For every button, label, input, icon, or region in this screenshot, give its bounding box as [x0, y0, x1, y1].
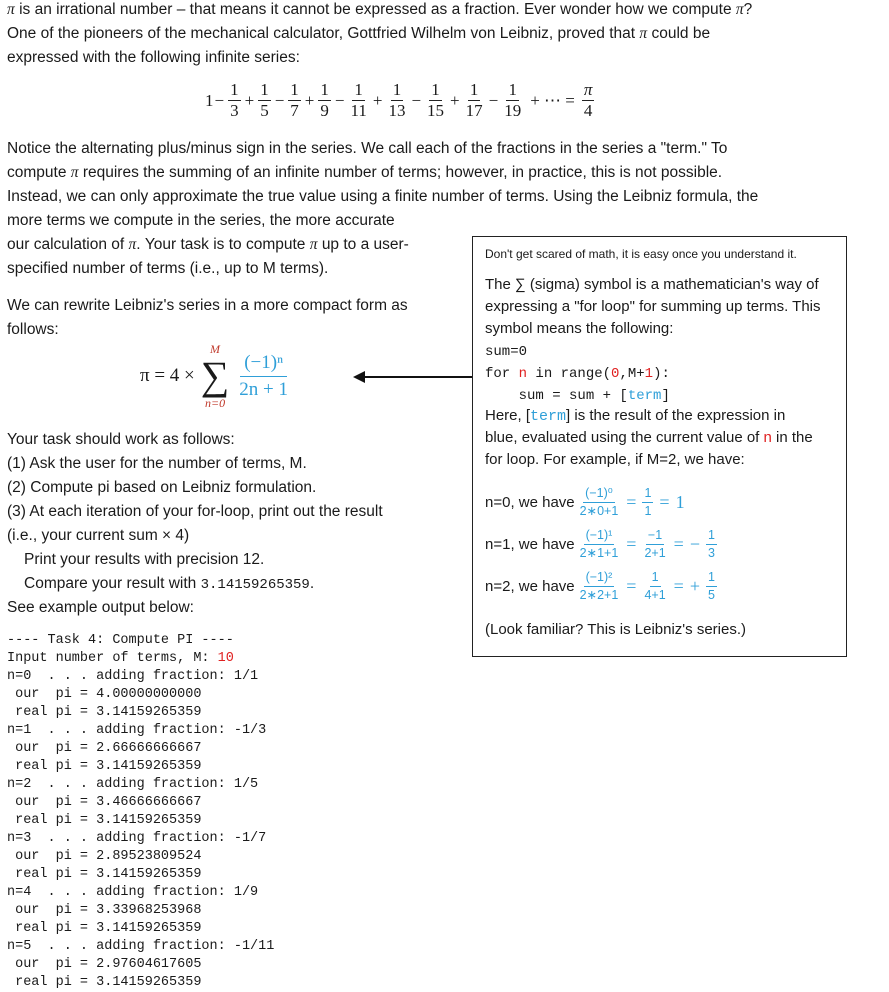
example-result: 1 [675, 492, 685, 512]
term-denominator: 2n + 1 [239, 378, 289, 400]
frac-num: −1 [646, 527, 664, 545]
pi-symbol: π [70, 164, 79, 181]
frac-den: 1 [644, 504, 652, 518]
code-term: term [627, 388, 662, 404]
series-term [348, 80, 368, 121]
example-frac [642, 527, 667, 562]
example-sign: − [689, 534, 700, 554]
intro-text: ? [743, 1, 753, 18]
frac-den: 4+1 [644, 588, 666, 602]
box-p3: symbol means the following: [485, 320, 674, 337]
var-n: n [763, 429, 772, 446]
pi-symbol: π [735, 1, 744, 18]
series-term [258, 80, 271, 121]
series-term [502, 80, 523, 121]
frac-num: (−1)⁰ [583, 485, 615, 503]
task-text: . [309, 575, 315, 592]
series-term [386, 80, 407, 121]
term-denominator: 11 [350, 101, 367, 120]
equals-sign: = [659, 492, 670, 512]
output-line: real pi = 3.14159265359 [7, 813, 202, 828]
box-here-2 [485, 427, 813, 449]
term-denominator: 5 [260, 101, 269, 120]
example-label: n=2, we have [485, 578, 575, 595]
task-line-6: Print your results with precision 12. [24, 551, 265, 568]
series-operator: − [411, 90, 422, 110]
output-line: real pi = 3.14159265359 [7, 921, 202, 936]
code-text: ,M+ [619, 366, 645, 382]
code-var-n: n [518, 366, 528, 382]
example-label: n=0, we have [485, 494, 575, 511]
series-tail: + ⋯ = [530, 90, 575, 110]
term-denominator: 13 [388, 101, 406, 120]
example-frac [578, 485, 621, 520]
notice-line-2 [7, 161, 722, 185]
intro-line-2 [7, 22, 710, 46]
box-p1: The ∑ (sigma) symbol is a mathematician's way of [485, 276, 819, 293]
series-operator: − [274, 90, 285, 110]
equals-sign: = [626, 492, 637, 512]
task-line-4: (3) At each iteration of your for-loop, print out the result [7, 503, 383, 520]
box-text: in the [776, 429, 813, 446]
pi-symbol: π [7, 1, 15, 18]
box-text: Here, [ [485, 407, 531, 424]
output-lines [7, 668, 274, 992]
box-p2: expressing a "for loop" for summing up terms. This [485, 298, 821, 315]
series-operator: − [488, 90, 499, 110]
output-line: n=3 . . . adding fraction: -1/7 [7, 831, 267, 846]
term-numerator: 1 [508, 80, 517, 99]
series-term [318, 80, 331, 121]
term-denominator: 9 [320, 101, 329, 120]
series-term [464, 80, 485, 121]
notice-line-5 [7, 233, 409, 257]
formula-term [235, 350, 292, 403]
series-lead: 1 [205, 90, 214, 110]
pi-symbol: π [128, 236, 137, 253]
term-numerator: 1 [290, 80, 299, 99]
output-line: our pi = 2.89523809524 [7, 849, 202, 864]
task-line-2: (1) Ask the user for the number of terms, M. [7, 455, 307, 472]
box-code-2 [485, 363, 670, 385]
box-here-3: for loop. For example, if M=2, we have: [485, 451, 745, 468]
output-line: our pi = 3.33968253968 [7, 903, 202, 918]
frac-den: 2∗2+1 [579, 588, 619, 602]
task-text: Compare your result with [24, 575, 197, 592]
notice-text: requires the summing of an infinite number of terms; however, in practice, this is not possible. [82, 164, 723, 181]
example-sign: + [689, 576, 700, 596]
series-terms [214, 80, 527, 121]
frac-num: 1 [650, 569, 661, 587]
real-pi-value: 3.14159265359 [200, 577, 310, 593]
output-line: our pi = 2.66666666667 [7, 741, 202, 756]
box-here-1 [485, 405, 785, 428]
term-numerator: 1 [354, 80, 363, 99]
example-frac [578, 527, 621, 562]
equals-sign: = [626, 534, 637, 554]
term-numerator: 1 [431, 80, 440, 99]
notice-line-4: more terms we compute in the series, the more accurate [7, 212, 395, 229]
example-frac [706, 527, 717, 562]
term-numerator: 1 [469, 80, 479, 99]
notice-text: compute [7, 164, 67, 181]
intro-text: is an irrational number – that means it cannot be expressed as a fraction. Ever wonder how we compute [19, 1, 732, 18]
example-frac [642, 569, 667, 604]
output-line: our pi = 4.00000000000 [7, 687, 202, 702]
example-frac [706, 569, 717, 604]
example-frac [578, 569, 621, 604]
term-numerator: (−1)ⁿ [240, 350, 287, 377]
output-line: our pi = 3.46666666667 [7, 795, 202, 810]
task-line-7 [24, 572, 314, 597]
box-footer: (Look familiar? This is Leibniz's series.) [485, 621, 747, 638]
output-line: our pi = 2.97604617605 [7, 957, 202, 972]
intro-text: One of the pioneers of the mechanical calculator, Gottfried Wilhelm von Leibniz, proved that [7, 25, 636, 42]
frac-den: 2∗0+1 [579, 504, 619, 518]
term-numerator: 1 [320, 80, 329, 99]
output-prompt [7, 650, 274, 668]
series-term [288, 80, 301, 121]
task-line-5: (i.e., your current sum × 4) [7, 527, 190, 544]
frac-num: 1 [642, 485, 653, 503]
notice-line-1: Notice the alternating plus/minus sign in the series. We call each of the fractions in the series a "term." To [7, 140, 728, 157]
series-operator: + [450, 90, 460, 110]
sigma-explanation-box [472, 236, 847, 657]
notice-text: up to a user- [321, 236, 409, 253]
task-line-8: See example output below: [7, 599, 194, 616]
notice-text: our calculation of [7, 236, 125, 253]
code-text: for [485, 366, 519, 382]
output-line: n=0 . . . adding fraction: 1/1 [7, 669, 259, 684]
task-line-1: Your task should work as follows: [7, 431, 235, 448]
notice-line-3: Instead, we can only approximate the true value using a finite number of terms. Using the Leibniz formula, the [7, 188, 759, 205]
equals-sign: = [673, 534, 684, 554]
code-text: in range( [527, 366, 612, 382]
series-operator: + [372, 90, 383, 110]
task-line-3: (2) Compute pi based on Leibniz formulation. [7, 479, 317, 496]
term-denominator: 17 [465, 101, 483, 120]
example-n1 [485, 527, 720, 562]
prompt-text: Input number of terms, M: [7, 651, 218, 666]
example-n0 [485, 485, 688, 520]
code-num: 0 [611, 366, 620, 382]
code-text: ] [661, 388, 670, 404]
rewrite-line-2: follows: [7, 321, 59, 338]
output-line: n=1 . . . adding fraction: -1/3 [7, 723, 267, 738]
code-text: sum = sum + [ [485, 388, 628, 404]
sigma-lower: n=0 [204, 396, 226, 410]
equals-sign: = [626, 576, 637, 596]
formula-lhs: π = 4 × [140, 365, 195, 386]
series-operator: − [214, 90, 225, 110]
box-code-3 [485, 385, 670, 407]
frac-num: (−1)² [584, 569, 615, 587]
series-operator: + [244, 90, 255, 110]
output-line: n=4 . . . adding fraction: 1/9 [7, 885, 259, 900]
left-arrow-icon [355, 376, 473, 378]
box-header: Don't get scared of math, it is easy once you understand it. [485, 247, 797, 261]
output-line: real pi = 3.14159265359 [7, 975, 202, 990]
term-denominator: 3 [230, 101, 239, 120]
output-header: ---- Task 4: Compute PI ---- [7, 633, 234, 648]
term-numerator: 1 [260, 80, 269, 99]
rhs-denominator: 4 [583, 101, 593, 120]
output-line: real pi = 3.14159265359 [7, 759, 202, 774]
leibniz-series [205, 80, 597, 121]
series-term [425, 80, 446, 121]
example-output [7, 632, 274, 992]
code-num: 1 [644, 366, 654, 382]
term-denominator: 7 [290, 101, 299, 120]
output-line: real pi = 3.14159265359 [7, 867, 202, 882]
sigma-upper: M [210, 342, 221, 356]
notice-line-6: specified number of terms (i.e., up to M terms). [7, 260, 329, 277]
term-numerator: 1 [230, 80, 239, 99]
pi-symbol: π [309, 236, 318, 253]
sigma-icon: ∑ [200, 353, 230, 398]
sigma-block [201, 342, 230, 410]
frac-num: 1 [706, 527, 717, 545]
frac-den: 5 [707, 588, 715, 602]
box-text: blue, evaluated using the current value of [485, 429, 760, 446]
box-text: ] is the result of the expression in [566, 407, 786, 424]
intro-line-3: expressed with the following infinite series: [7, 49, 300, 66]
example-label: n=1, we have [485, 536, 575, 553]
frac-den: 3 [707, 546, 715, 560]
pi-symbol: π [639, 25, 648, 42]
prompt-value: 10 [217, 651, 234, 666]
rewrite-line-1: We can rewrite Leibniz's series in a more compact form as [7, 297, 408, 314]
box-code-1: sum=0 [485, 344, 528, 360]
example-frac [642, 485, 653, 520]
series-term [228, 80, 241, 121]
term-denominator: 19 [504, 101, 522, 120]
term-denominator: 15 [427, 101, 445, 120]
term-word: term [530, 408, 567, 425]
frac-den: 2∗1+1 [579, 546, 619, 560]
notice-text: . Your task is to compute [136, 236, 306, 253]
frac-den: 2+1 [644, 546, 666, 560]
equals-sign: = [673, 576, 684, 596]
frac-num: (−1)¹ [584, 527, 615, 545]
output-line: n=5 . . . adding fraction: -1/11 [7, 939, 275, 954]
frac-num: 1 [706, 569, 717, 587]
series-operator: + [304, 90, 315, 110]
series-operator: − [334, 90, 345, 110]
intro-text: could be [651, 25, 711, 42]
term-numerator: 1 [392, 80, 402, 99]
output-line: n=2 . . . adding fraction: 1/5 [7, 777, 259, 792]
example-n2 [485, 569, 720, 604]
code-text: ): [653, 366, 670, 382]
output-line: real pi = 3.14159265359 [7, 705, 202, 720]
intro-line-1 [7, 0, 752, 22]
series-rhs [582, 80, 595, 121]
leibniz-formula [140, 342, 292, 410]
rhs-numerator: π [583, 80, 593, 99]
